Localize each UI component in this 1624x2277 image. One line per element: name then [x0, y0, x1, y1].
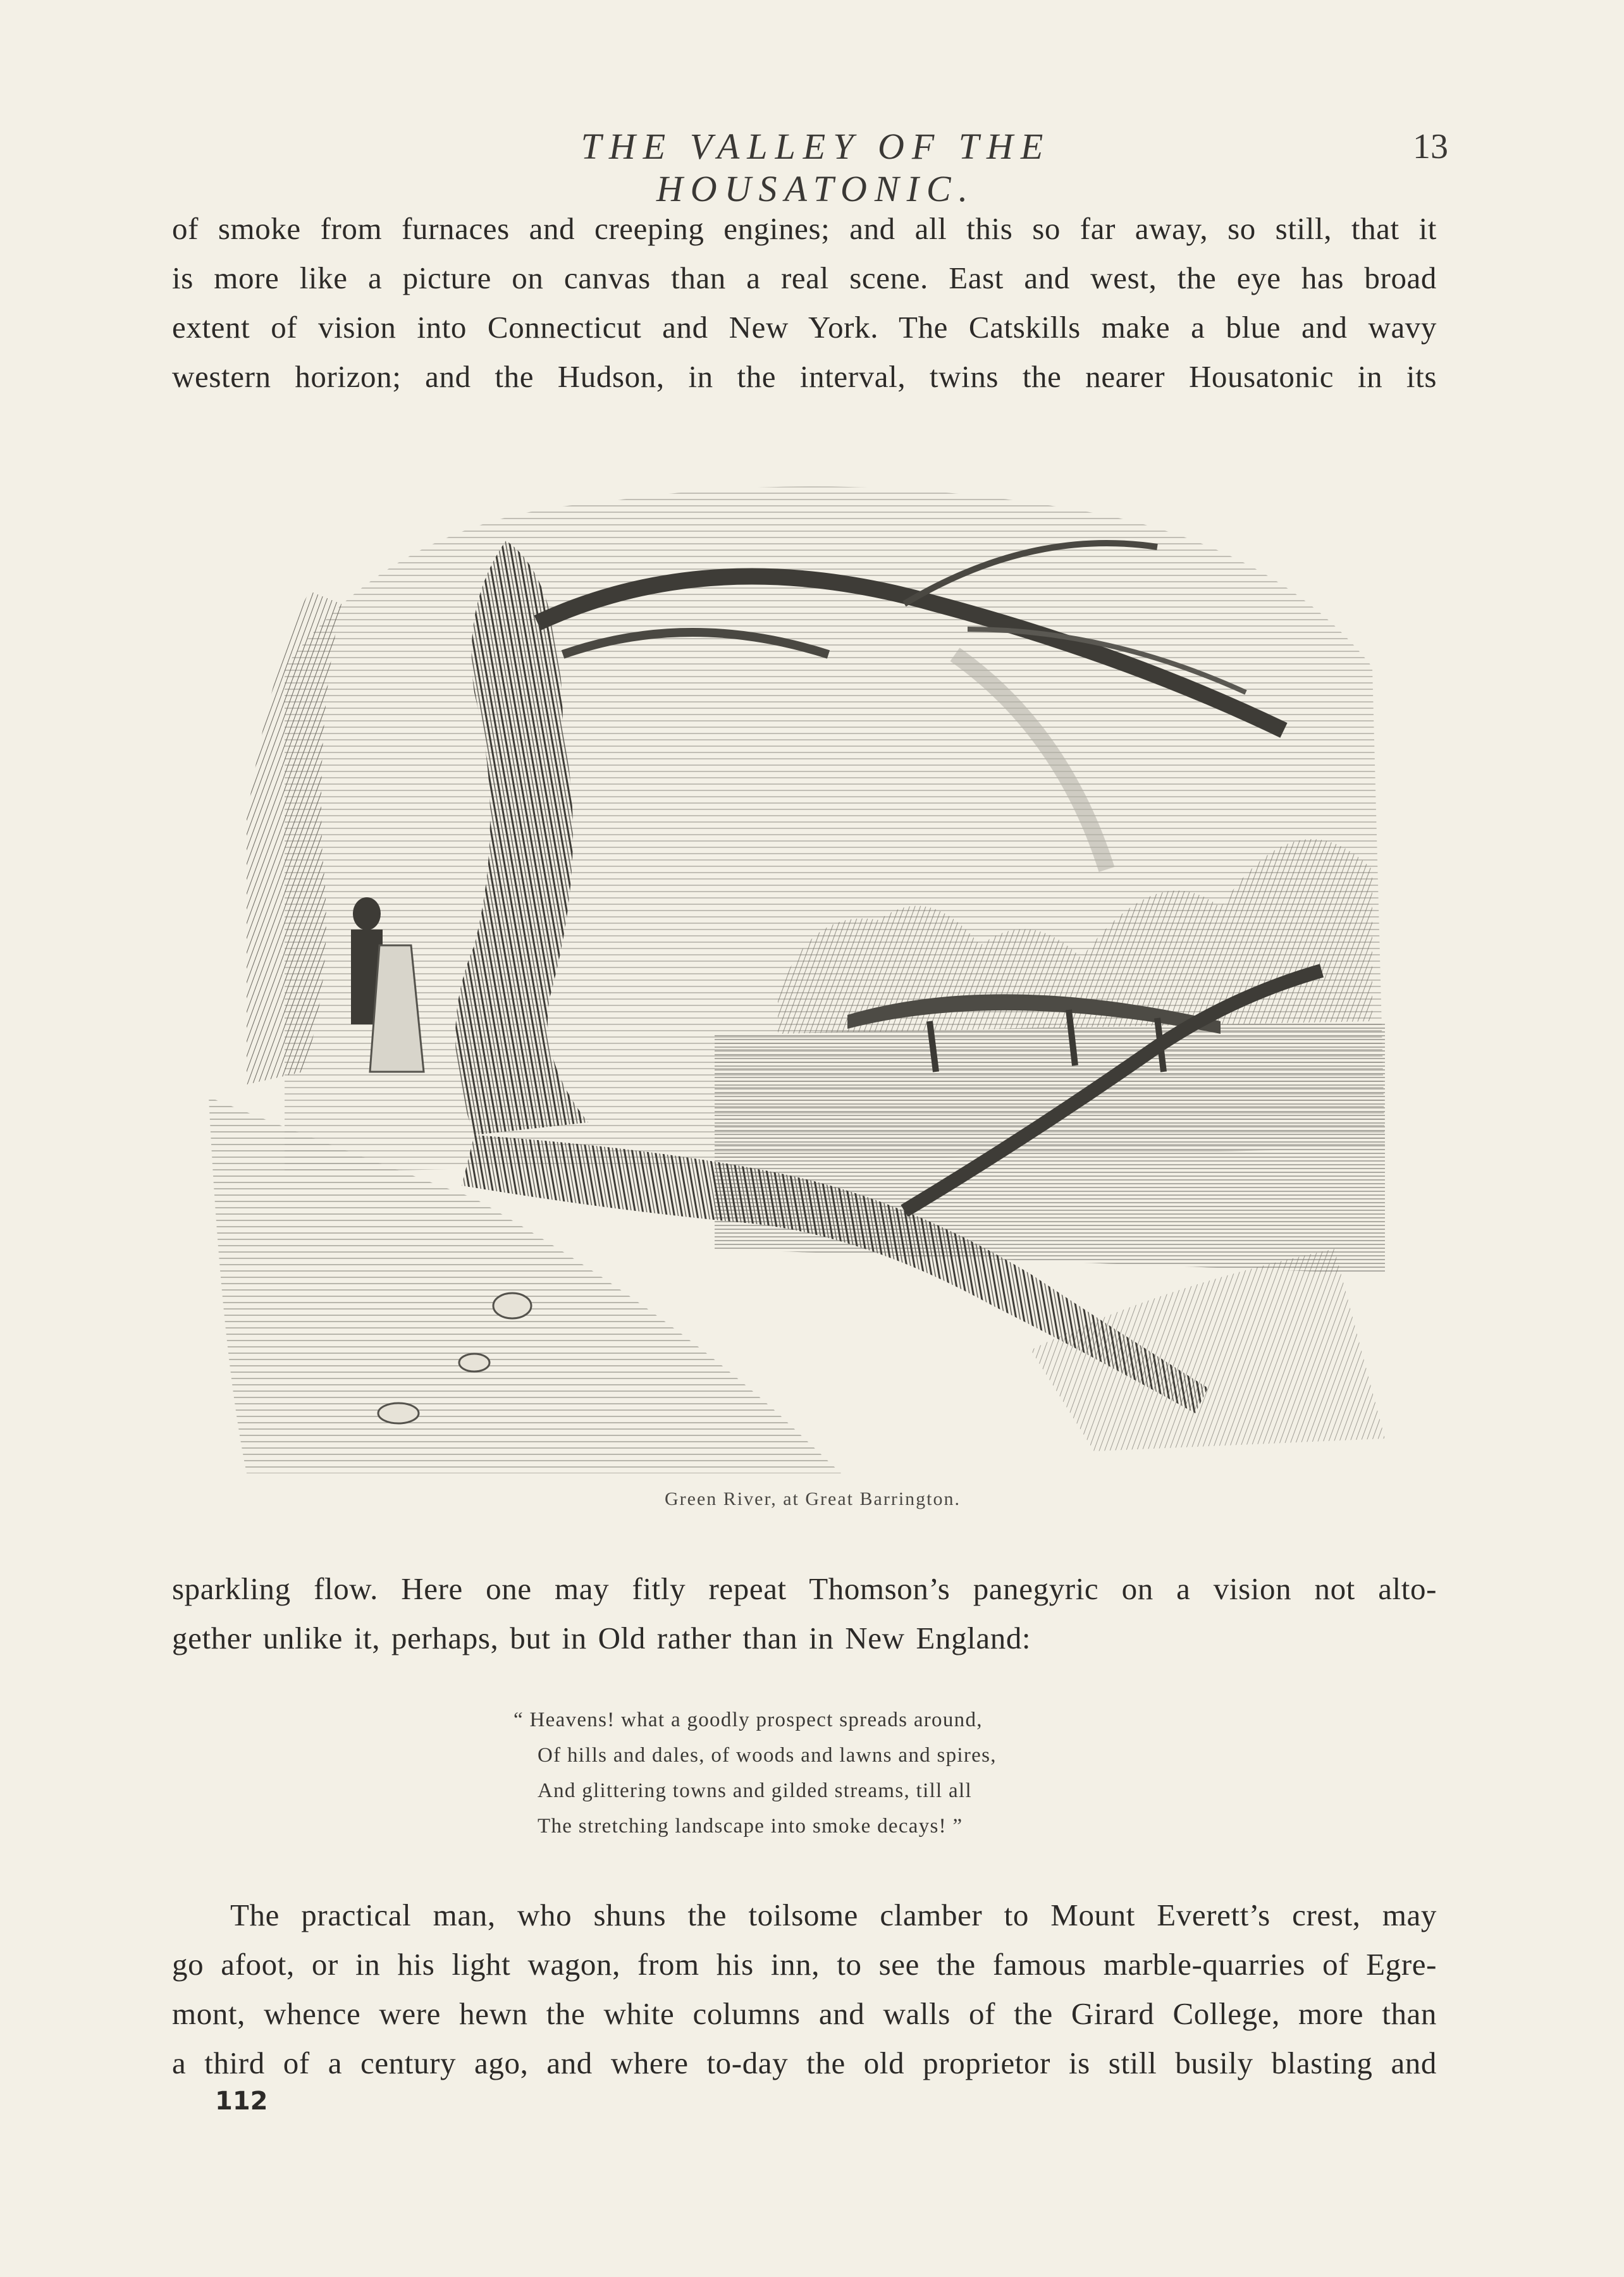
paragraph-2: [172, 1564, 1437, 1663]
poem-quotation: [514, 1702, 1095, 1844]
text-line: is more like a picture on canvas than a real scene. East and west, the eye has broad: [172, 261, 1437, 295]
text-line: of smoke from furnaces and creeping engines; and all this so far away, so still, that it: [172, 211, 1437, 246]
text-line: extent of vision into Connecticut and New York. The Catskills make a blue and wavy: [172, 310, 1437, 345]
signature-mark: 112: [215, 2087, 268, 2116]
poem-line: “ Heavens! what a goodly prospect spreads around,: [514, 1709, 983, 1731]
text-line: go afoot, or in his light wagon, from his inn, to see the famous marble-quarries of Egre-: [172, 1947, 1437, 1982]
paragraph-3: [172, 1891, 1437, 2088]
poem-line: The stretching landscape into smoke decays! ”: [538, 1815, 963, 1838]
page-number: 13: [1413, 127, 1448, 166]
engraving-illustration: [209, 465, 1398, 1473]
text-line: a third of a century ago, and where to-day the old proprietor is still busily blasting and: [172, 2046, 1437, 2080]
poem-line: Of hills and dales, of woods and lawns and spires,: [538, 1744, 997, 1767]
text-line: sparkling flow. Here one may fitly repeat Thomson’s panegyric on a vision not alto-: [172, 1571, 1437, 1606]
paragraph-1: [172, 204, 1437, 402]
text-line: western horizon; and the Hudson, in the interval, twins the nearer Housatonic in its: [172, 359, 1437, 394]
illustration-caption: Green River, at Great Barrington.: [665, 1488, 961, 1509]
poem-line: And glittering towns and gilded streams, till all: [538, 1779, 972, 1802]
text-line: mont, whence were hewn the white columns and walls of the Girard College, more than: [172, 1996, 1437, 2031]
text-line: The practical man, who shuns the toilsome clamber to Mount Everett’s crest, may: [230, 1898, 1437, 1932]
running-head: THE VALLEY OF THE HOUSATONIC.: [581, 126, 1051, 209]
text-line: gether unlike it, perhaps, but in Old rather than in New England:: [172, 1621, 1031, 1655]
